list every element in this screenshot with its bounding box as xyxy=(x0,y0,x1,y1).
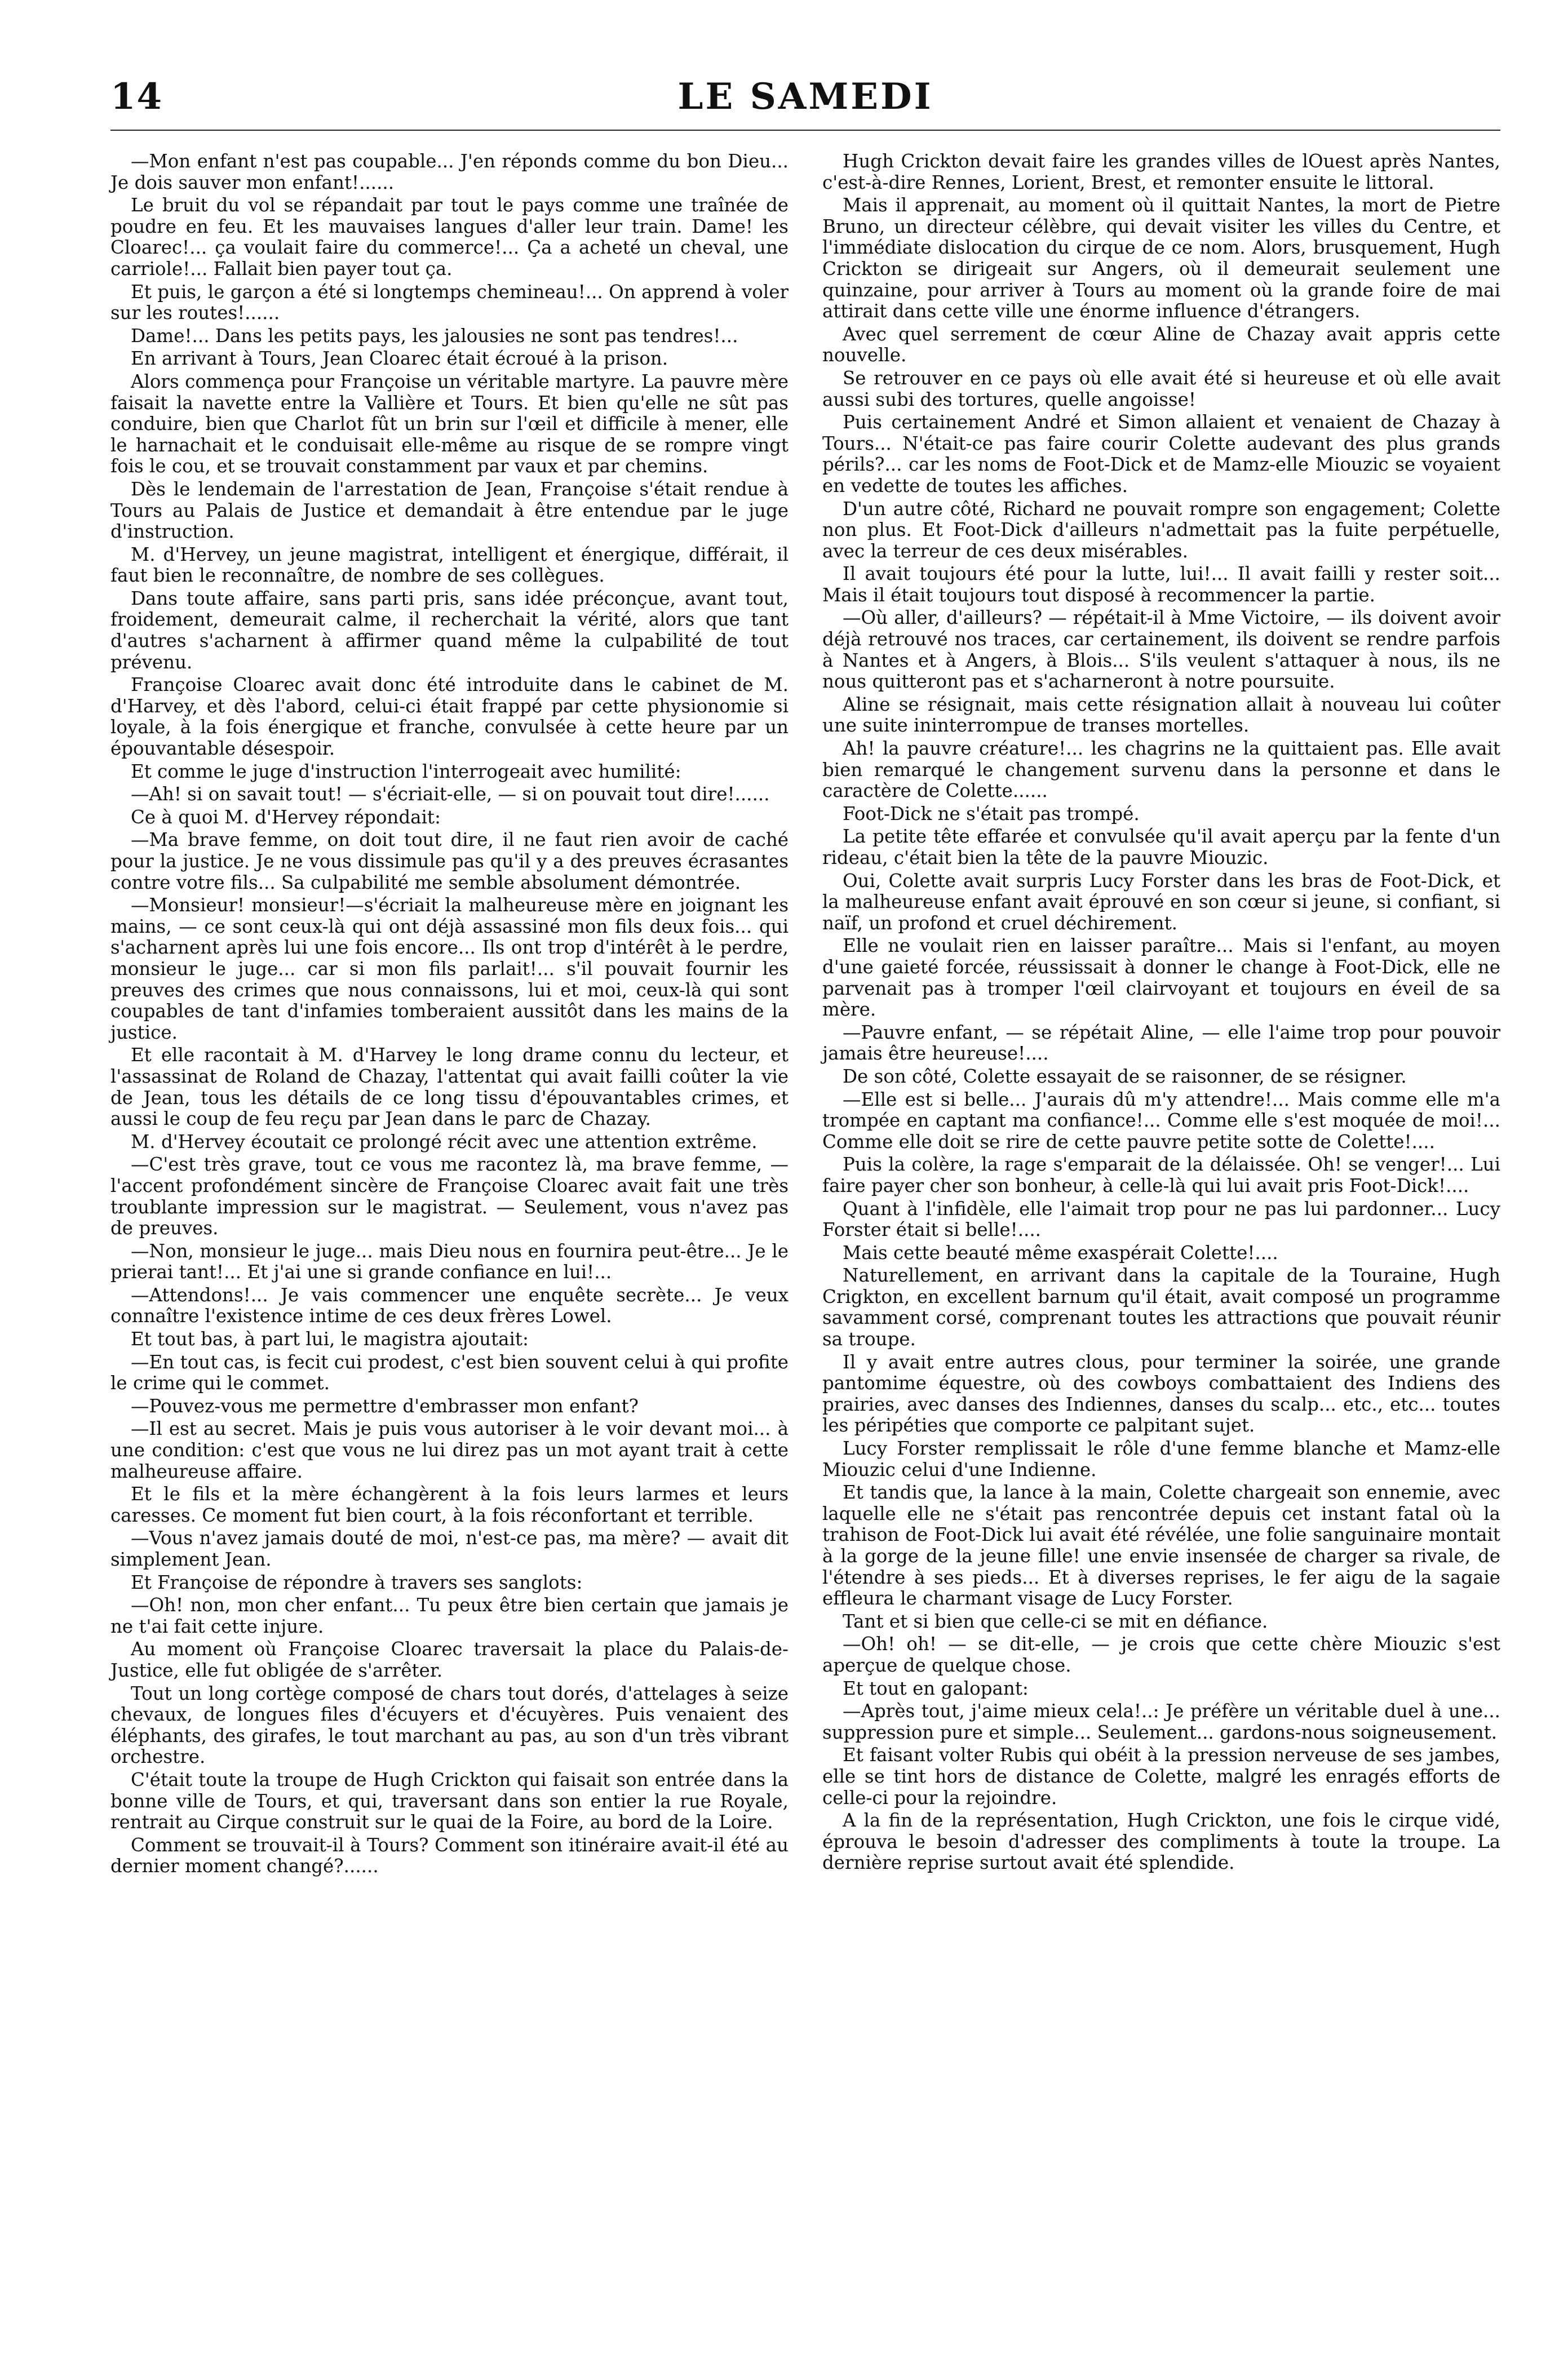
paragraph: —Monsieur! monsieur!—s'écriait la malheureuse mère en joignant les mains, — ce sont ceux-là qui ont déjà assassiné mon fils deux fois... qui s'acharnent après lui une fois encore... Ils ont trop d'intérêt à le perdre, monsieur le juge... car si mon fils parlait!... s'il pouvait fournir les preuves des crimes que nous connaissons, lui et moi, ceux-là qui sont coupables de tant d'infamies tomberaient aussitôt dans les mains de la justice. xyxy=(110,894,789,1043)
paragraph: Le bruit du vol se répandait par tout le pays comme une traînée de poudre en feu. Et les mauvaises langues d'aller leur train. Dame! les Cloarec!... ça voulait faire du commerce!... Ça a acheté un cheval, une carriole!... Fallait bien payer tout ça. xyxy=(110,194,789,280)
paragraph: Tant et si bien que celle-ci se mit en défiance. xyxy=(843,1610,1268,1632)
paragraph: Il avait toujours été pour la lutte, lui!... Il avait failli y rester soit... Mais il était toujours tout disposé à recommencer la partie. xyxy=(822,563,1500,606)
paragraph: Naturellement, en arrivant dans la capitale de la Touraine, Hugh Crigkton, en excellent barnum qu'il était, avait composé un programme savamment corsé, comprenant toutes les attractions que pouvait réunir sa troupe. xyxy=(822,1265,1500,1350)
paragraph: Et elle racontait à M. d'Harvey le long drame connu du lecteur, et l'assassinat de Roland de Chazay, l'attentat qui avait failli coûter la vie de Jean, tous les détails de ce long tissu d'épouvantables crimes, et aussi le coup de feu reçu par Jean dans le parc de Chazay. xyxy=(110,1044,789,1130)
paragraph: —Il est au secret. Mais je puis vous autoriser à le voir devant moi... à une condition: c'est que vous ne lui direz pas un mot ayant trait à cette malheureuse affaire. xyxy=(110,1418,789,1482)
paragraph: Et tout en galopant: xyxy=(843,1677,1029,1699)
paragraph: Dès le lendemain de l'arrestation de Jean, Françoise s'était rendue à Tours au Palais de Justice et demandait à être entendue par le juge d'instruction. xyxy=(110,478,789,543)
paragraph: Mais il apprenait, au moment où il quittait Nantes, la mort de Pietre Bruno, un directeur célèbre, qui devait visiter les villes du Centre, et l'immédiate dislocation du cirque de ce nom. Alors, brusquement, Hugh Crickton se dirigeait sur Angers, où il demeurait seulement une quinzaine, pour arriver à Tours au moment où la grande foire de mai attirait dans cette ville une énorme influence d'étrangers. xyxy=(822,194,1500,322)
paragraph: Aline se résignait, mais cette résignation allait à nouveau lui coûter une suite ininterrompue de transes mortelles. xyxy=(822,693,1500,737)
paragraph: Puis la colère, la rage s'emparait de la délaissée. Oh! se venger!... Lui faire payer cher son bonheur, à celle-là qui lui avait pris Foot-Dick!.... xyxy=(822,1154,1500,1196)
paragraph: Tout un long cortège composé de chars tout dorés, d'attelages à seize chevaux, de longues files d'écuyers et d'écuyères. Puis venaient des éléphants, des girafes, le tout marchant au pas, au son d'un très vibrant orchestre. xyxy=(110,1682,789,1768)
paragraph: C'était toute la troupe de Hugh Crickton qui faisait son entrée dans la bonne ville de Tours, et qui, traversant dans son entier la rue Royale, rentrait au Cirque construit sur le quai de la Foire, au bord de la Loire. xyxy=(110,1768,789,1833)
paragraph: —En tout cas, is fecit cui prodest, c'est bien souvent celui à qui profite le crime qui le commet. xyxy=(110,1351,789,1394)
paragraph: Dans toute affaire, sans parti pris, sans idée préconçue, avant tout, froidement, demeurait calme, il recherchait la vérité, alors que tant d'autres s'acharnent à affirmer quand même la culpabilité de tout prévenu. xyxy=(110,587,789,673)
paragraph: Dame!... Dans les petits pays, les jalousies ne sont pas tendres!... xyxy=(131,325,738,347)
paragraph: Hugh Crickton devait faire les grandes villes de lOuest après Nantes, c'est-à-dire Rennes, Lorient, Brest, et remonter ensuite le littoral. xyxy=(822,150,1500,193)
paragraph: —Où aller, d'ailleurs? — répétait-il à Mme Victoire, — ils doivent avoir déjà retrouvé nos traces, car certainement, ils doivent se rendre parfois à Nantes et à Angers, à Blois... S'ils veulent s'attaquer à nous, ils ne nous quitteront pas et s'acharneront à notre poursuite. xyxy=(822,607,1500,693)
paragraph: Ah! la pauvre créature!... les chagrins ne la quittaient pas. Elle avait bien remarqué le changement survenu dans la personne et dans le caractère de Colette...... xyxy=(822,738,1500,802)
paragraph: M. d'Hervey, un jeune magistrat, intelligent et énergique, différait, il faut bien le reconnaître, de nombre de ses collègues. xyxy=(110,543,789,587)
paragraph: Et Françoise de répondre à travers ses sanglots: xyxy=(131,1571,583,1593)
right-column xyxy=(822,151,1500,1879)
paragraph: Et comme le juge d'instruction l'interrogeait avec humilité: xyxy=(131,760,681,782)
paragraph: —Pauvre enfant, — se répétait Aline, — elle l'aime trop pour pouvoir jamais être heureuse!.... xyxy=(822,1021,1500,1065)
paragraph: —Pouvez-vous me permettre d'embrasser mon enfant? xyxy=(131,1395,639,1417)
paragraph: —Attendons!... Je vais commencer une enquête secrète... Je veux connaître l'existence intime de ces deux frères Lowel. xyxy=(110,1284,789,1327)
paragraph: Oui, Colette avait surpris Lucy Forster dans les bras de Foot-Dick, et la malheureuse enfant avait éprouvé en son cœur si jeune, si confiant, si naïf, un profond et cruel déchirement. xyxy=(822,870,1500,934)
paragraph: Alors commença pour Françoise un véritable martyre. La pauvre mère faisait la navette entre la Vallière et Tours. Et bien qu'elle ne sût pas conduire, bien que Charlot fût un brin sur l'œil et difficile à mener, elle le harnachait et le conduisait elle-même au risque de se rompre vingt fois le cou, et se trouvait constamment par vaux et par chemins. xyxy=(110,370,789,477)
paragraph: A la fin de la représentation, Hugh Crickton, une fois le cirque vidé, éprouva le besoin d'adresser des compliments à toute la troupe. La dernière reprise surtout avait été splendide. xyxy=(822,1810,1500,1874)
paragraph: —Vous n'avez jamais douté de moi, n'est-ce pas, ma mère? — avait dit simplement Jean. xyxy=(110,1527,789,1570)
paragraph: —Elle est si belle... J'aurais dû m'y attendre!... Mais comme elle m'a trompée en captant ma confiance!... Comme elle s'est moquée de moi!... Comme elle doit se rire de cette pauvre petite sotte de Colette!.... xyxy=(822,1088,1500,1153)
paragraph: M. d'Hervey écoutait ce prolongé récit avec une attention extrême. xyxy=(131,1131,758,1153)
paragraph: Avec quel serrement de cœur Aline de Chazay avait appris cette nouvelle. xyxy=(822,323,1500,366)
paragraph: Il y avait entre autres clous, pour terminer la soirée, une grande pantomime équestre, où des cowboys combattaient des Indiens des prairies, avec danses des Indiennes, danses du scalp... etc., etc... toutes les péripéties que comporte ce palpitant sujet. xyxy=(822,1351,1500,1437)
left-column xyxy=(110,151,789,1879)
paragraph: Puis certainement André et Simon allaient et venaient de Chazay à Tours... N'était-ce pas faire courir Colette audevant des plus grands périls?... car les noms de Foot-Dick et de Mamz-elle Miouzic se voyaient en vedette de toutes les affiches. xyxy=(822,411,1500,497)
paragraph: Au moment où Françoise Cloarec traversait la place du Palais-de-Justice, elle fut obligée de s'arrêter. xyxy=(110,1638,789,1681)
paragraph: Elle ne voulait rien en laisser paraître... Mais si l'enfant, au moyen d'une gaieté forcée, réussissait à donner le change à Foot-Dick, elle ne parvenait pas à tromper l'œil clairvoyant et toujours en éveil de sa mère. xyxy=(822,935,1500,1021)
running-title: LE SAMEDI xyxy=(677,76,933,118)
paragraph: De son côté, Colette essayait de se raisonner, de se résigner. xyxy=(843,1065,1407,1087)
paragraph: Lucy Forster remplissait le rôle d'une femme blanche et Mamz-elle Miouzic celui d'une Indienne. xyxy=(822,1438,1500,1481)
paragraph: Et tout bas, à part lui, le magistra ajoutait: xyxy=(131,1328,529,1350)
paragraph: Françoise Cloarec avait donc été introduite dans le cabinet de M. d'Harvey, et dès l'abord, celui-ci était frappé par cette physionomie si loyale, à la fois énergique et franche, convulsée à cette heure par un épouvantable désespoir. xyxy=(110,674,789,760)
paragraph: La petite tête effarée et convulsée qu'il avait aperçu par la fente d'un rideau, c'était bien la tête de la pauvre Miouzic. xyxy=(822,826,1500,868)
paragraph: Et puis, le garçon a été si longtemps chemineau!... On apprend à voler sur les routes!...... xyxy=(110,281,789,324)
paragraph: D'un autre côté, Richard ne pouvait rompre son engagement; Colette non plus. Et Foot-Dick d'ailleurs n'admettait pas la fuite perpétuelle, avec la terreur de ces deux misérables. xyxy=(822,498,1500,562)
page-header xyxy=(110,68,1500,131)
paragraph: —Après tout, j'aime mieux cela!..: Je préfère un véritable duel à une... suppression pure et simple... Seulement... gardons-nous soigneusement. xyxy=(822,1700,1500,1743)
paragraph: —Non, monsieur le juge... mais Dieu nous en fournira peut-être... Je le prierai tant!... Et j'ai une si grande confiance en lui!... xyxy=(110,1240,789,1283)
paragraph: Foot-Dick ne s'était pas trompé. xyxy=(843,803,1140,825)
paragraph: Se retrouver en ce pays où elle avait été si heureuse et où elle avait aussi subi des tortures, quelle angoisse! xyxy=(822,367,1500,410)
paragraph: Et tandis que, la lance à la main, Colette chargeait son ennemie, avec laquelle elle ne s'était pas rencontrée depuis cet instant fatal où la trahison de Foot-Dick lui avait été révélée, une folie sanguinaire montait à la gorge de la jeune fille! une envie insensée de charger sa rivale, de l'étendre à ses pieds... Et à diverses reprises, le fer aigu de la sagaie effleura le charmant visage de Lucy Forster. xyxy=(822,1482,1500,1610)
text-columns xyxy=(110,151,1500,1879)
paragraph: —Ma brave femme, on doit tout dire, il ne faut rien avoir de caché pour la justice. Je ne vous dissimule pas qu'il y a des preuves écrasantes contre votre fils... Sa culpabilité me semble absolument démontrée. xyxy=(110,829,789,893)
paragraph: Comment se trouvait-il à Tours? Comment son itinéraire avait-il été au dernier moment changé?...... xyxy=(110,1834,789,1877)
page-number: 14 xyxy=(110,76,163,118)
paragraph: —Ah! si on savait tout! — s'écriait-elle, — si on pouvait tout dire!...... xyxy=(131,783,770,805)
paragraph: —Mon enfant n'est pas coupable... J'en réponds comme du bon Dieu... Je dois sauver mon enfant!...... xyxy=(110,150,789,193)
paragraph: En arrivant à Tours, Jean Cloarec était écroué à la prison. xyxy=(131,348,668,370)
paragraph: Et le fils et la mère échangèrent à la fois leurs larmes et leurs caresses. Ce moment fut bien court, à la fois réconfortant et terrible. xyxy=(110,1483,789,1526)
paragraph: —C'est très grave, tout ce vous me racontez là, ma brave femme, — l'accent profondément sincère de Françoise Cloarec avait fait une très troublante impression sur le magistrat. — Seulement, vous n'avez pas de preuves. xyxy=(110,1154,789,1239)
paragraph: —Oh! non, mon cher enfant... Tu peux être bien certain que jamais je ne t'ai fait cette injure. xyxy=(110,1594,789,1637)
paragraph: Et faisant volter Rubis qui obéit à la pression nerveuse de ses jambes, elle se tint hors de distance de Colette, malgré les enragés efforts de celle-ci pour la rejoindre. xyxy=(822,1744,1500,1809)
paragraph: Ce à quoi M. d'Hervey répondait: xyxy=(131,806,441,828)
paragraph: Quant à l'infidèle, elle l'aimait trop pour ne pas lui pardonner... Lucy Forster était si belle!.... xyxy=(822,1198,1500,1241)
paragraph: Mais cette beauté même exaspérait Colette!.... xyxy=(843,1242,1278,1264)
paragraph: —Oh! oh! — se dit-elle, — je crois que cette chère Miouzic s'est aperçue de quelque chose. xyxy=(822,1633,1500,1676)
